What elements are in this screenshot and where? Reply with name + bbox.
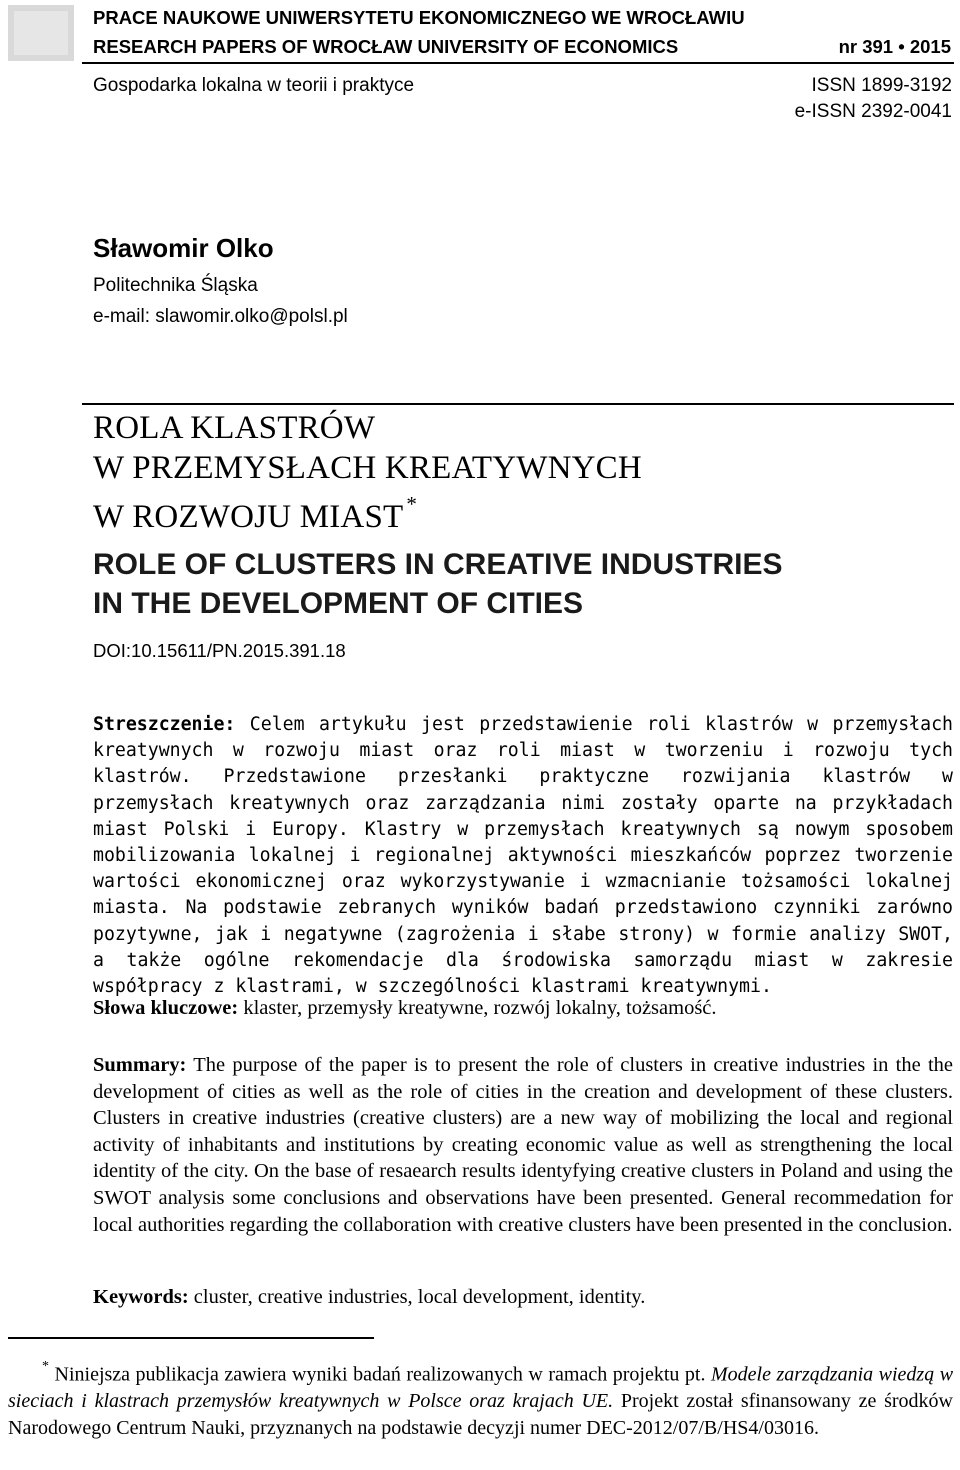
abstract-en-label: Summary: [93,1054,187,1076]
author-affiliation: Politechnika Śląska [93,275,258,296]
series-title: Gospodarka lokalna w teorii i praktyce [93,75,415,96]
title-footnote-mark: * [406,492,418,516]
journal-name-pl-text: PRACE NAUKOWE UNIWERSYTETU EKONOMICZNEGO WE WROCŁAWIU [93,7,745,28]
title-pl-line1: ROLA KLASTRÓW [93,410,376,446]
title-en-line2: IN THE DEVELOPMENT OF CITIES [93,587,584,620]
journal-logo [8,5,74,61]
footnote-divider [8,1337,374,1339]
author-email: e-mail: slawomir.olko@polsl.pl [93,306,348,327]
abstract-pl [93,712,953,1000]
abstract-pl-label: Streszczenie: [93,714,236,735]
title-top-divider [82,403,954,405]
journal-name-en-text: RESEARCH PAPERS OF WROCŁAW UNIVERSITY OF ECONOMICS [93,36,679,57]
title-pl [93,408,953,537]
footnote [8,1357,953,1441]
title-en-line1: ROLE OF CLUSTERS IN CREATIVE INDUSTRIES [93,548,783,581]
title-pl-line2: W PRZEMYSŁACH KREATYWNYCH [93,450,642,486]
keywords-en [93,1284,953,1310]
author-name: Sławomir Olko [93,233,274,263]
issue-number: nr 391 • 2015 [838,36,951,57]
journal-name-en [93,36,953,58]
keywords-pl [93,995,953,1021]
abstract-en [93,1052,953,1238]
keywords-pl-text: klaster, przemysły kreatywne, rozwój lokalny, tożsamość. [243,997,717,1019]
footnote-text-before: Niniejsza publikacja zawiera wyniki badań realizowanych w ramach projektu pt. [54,1363,706,1386]
issn: ISSN 1899-3192 [811,75,952,96]
footnote-mark: * [42,1359,49,1374]
abstract-en-text: The purpose of the paper is to present the role of clusters in creative industries in the the development of cities as well as the role of cities in the creation and development of these clusters. Clusters in creative industries (creative clusters) are a new way of mobilizing the local and regional activity of inhabitants and institutions by creating economic value as well as strengthening the local identity of the city. On the base of resaearch results identyfying creative clusters in Poland and using the SWOT analysis some conclusions and observations have been presented. General recommedation for local authorities regarding the collaboration with creative clusters have been presented in the conclusion. [93,1054,953,1236]
abstract-pl-text: Celem artykułu jest przedstawienie roli klastrów w przemysłach kreatywnych w rozwoju miast oraz roli miast w tworzeniu i rozwoju tych klastrów. Przedstawione przesłanki praktyczne rozwijania klastrów w przemysłach kreatywnych oraz zarządzania nimi zostały oparte na przykładach miast Polski i Europy. Klastry w przemysłach kreatywnych są nowym sposobem mobilizowania lokalnej i regionalnej aktywności mieszkańców poprzez tworzenie wartości ekonomicznej oraz wykorzystywanie i wzmacnianie tożsamości lokalnej miasta. Na podstawie zebranych wyników badań przedstawiono czynniki zarówno pozytywne, jak i negatywne (zagrożenia i słabe strony) w formie analizy SWOT, a także ogólne rekomendacje dla środowiska samorządu miast w zakresie współpracy z klastrami, w szczególności klastrami kreatywnymi. [93,714,954,998]
keywords-pl-label: Słowa kluczowe: [93,997,239,1019]
header-divider [82,62,954,64]
footnote-project-title: Modele zarządzania wiedzą w sieciach i klastrach przemysłów kreatywnych w Polsce oraz krajach UE. [8,1363,954,1413]
keywords-en-text: cluster, creative industries, local development, identity. [193,1286,646,1308]
title-pl-line3 [93,488,953,537]
eissn: e-ISSN 2392-0041 [794,101,952,122]
doi: DOI:10.15611/PN.2015.391.18 [93,640,346,661]
title-pl-line3-text: W ROZWOJU MIAST [93,499,404,535]
keywords-en-label: Keywords: [93,1286,189,1308]
title-en [93,545,953,623]
footnote-text-after: Projekt został sfinansowany ze środków Narodowego Centrum Nauki, przyznanych na podstawie decyzji numer DEC-2012/07/B/HS4/03016. [8,1390,953,1439]
journal-name-pl [93,7,953,29]
